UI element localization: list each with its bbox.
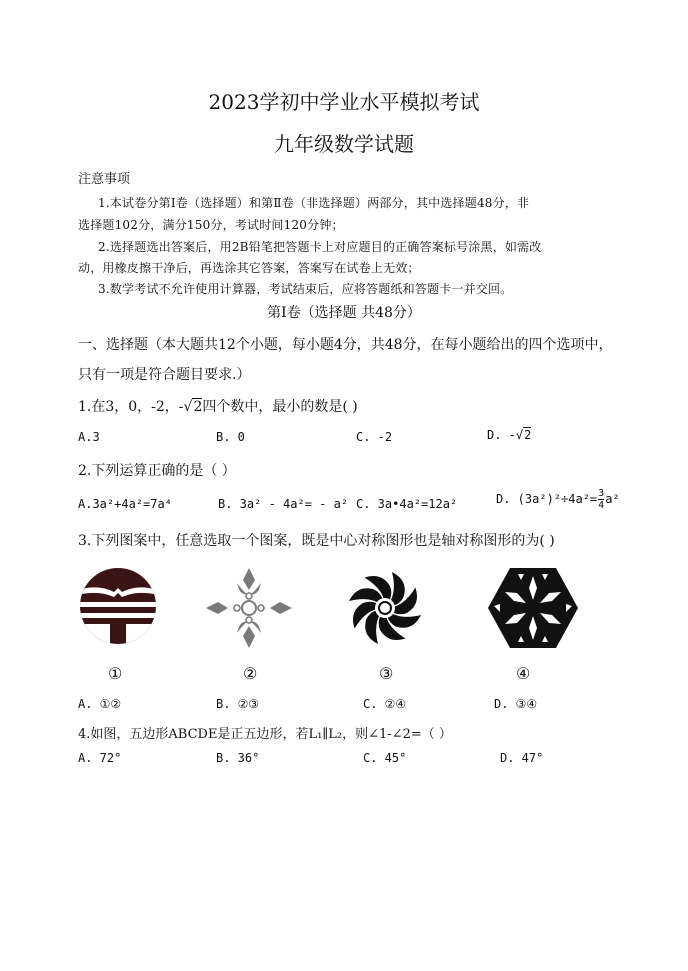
q2-option-d-suffix: a² (605, 492, 620, 506)
section-instruction-line-1: 一、选择题（本大题共12个小题，每小题4分，共48分，在每小题给出的四个选项中， (78, 337, 613, 353)
q1-option-d (487, 428, 531, 442)
notes-line-4: 动，用橡皮擦干净后，再选涂其它答案，答案写在试卷上无效； (78, 261, 420, 275)
notes-line-1: 1.本试卷分第Ⅰ卷（选择题）和第Ⅱ卷（非选择题）两部分，其中选择题48分，非 (98, 196, 530, 210)
notes-heading: 注意事项 (78, 172, 131, 187)
q4-option-b: B. 36° (216, 751, 260, 765)
figure-label-1: ① (108, 664, 123, 683)
exam-title: 2023学初中学业水平模拟考试 (208, 90, 480, 114)
figure-label-3: ③ (379, 664, 394, 683)
q2-option-c: C. 3a•4a²=12a² (356, 497, 458, 511)
q1-stem-part-a: 1.在3，0，-2，- (78, 399, 184, 415)
section-instruction-line-2: 只有一项是符合题目要求.） (78, 367, 251, 383)
question-1-stem (78, 396, 358, 416)
q3-option-b: B. ②③ (216, 697, 260, 711)
q4-option-c: C. 45° (363, 751, 407, 765)
q3-option-d: D. ③④ (494, 697, 538, 711)
figure-label-4: ④ (516, 664, 531, 683)
fraction-numerator: 3 (598, 488, 605, 499)
figure-1-emblem (78, 566, 158, 646)
q3-option-a: A. ①② (78, 697, 122, 711)
exam-subtitle: 九年级数学试题 (274, 132, 414, 156)
q2-option-a: A.3a²+4a²=7a⁴ (78, 497, 172, 511)
q1-option-a: A.3 (78, 430, 100, 444)
q1-stem-part-b: 四个数中，最小的数是( ) (202, 399, 358, 415)
q1-stem-radicand: 2 (193, 399, 203, 415)
notes-line-2: 选择题102分，满分150分，考试时间120分钟； (78, 218, 344, 232)
q1-option-d-radicand: 2 (524, 428, 532, 442)
q3-option-c: C. ②④ (363, 697, 407, 711)
q4-option-d: D. 47° (500, 751, 544, 765)
notes-line-5: 3.数学考试不允许使用计算器，考试结束后，应将答题纸和答题卡一并交回。 (98, 282, 513, 296)
q4-option-a: A. 72° (78, 751, 122, 765)
question-4-stem: 4.如图，五边形ABCDE是正五边形，若L₁∥L₂，则∠1-∠2=（ ） (78, 727, 452, 742)
question-2-stem: 2.下列运算正确的是（ ） (78, 463, 236, 479)
q2-option-b: B. 3a² - 4a²= - a² (218, 497, 349, 511)
sqrt-symbol: √ (515, 428, 524, 442)
figure-4-snowflake-hexagon (488, 566, 578, 650)
figure-label-2: ② (243, 664, 258, 683)
q2-option-d (496, 488, 620, 511)
question-3-stem: 3.下列图案中，任意选取一个图案，既是中心对称图形也是轴对称图形的为( ) (78, 533, 555, 549)
fraction-denominator: 4 (598, 500, 605, 511)
sqrt-symbol: √ (183, 399, 193, 415)
notes-line-3: 2.选择题选出答案后，用2B铅笔把答题卡上对应题目的正确答案标号涂黑，如需改 (98, 240, 542, 254)
fraction (598, 488, 604, 511)
figure-3-pinwheel (340, 566, 430, 650)
q1-option-c: C. -2 (356, 430, 393, 444)
figure-2-ornament (204, 566, 294, 650)
section-title: 第Ⅰ卷（选择题 共48分） (267, 305, 421, 321)
q1-option-b: B. 0 (216, 430, 245, 444)
q2-option-d-prefix: D. (3a²)²÷4a²= (496, 492, 598, 506)
q1-option-d-prefix: D. - (487, 428, 516, 442)
